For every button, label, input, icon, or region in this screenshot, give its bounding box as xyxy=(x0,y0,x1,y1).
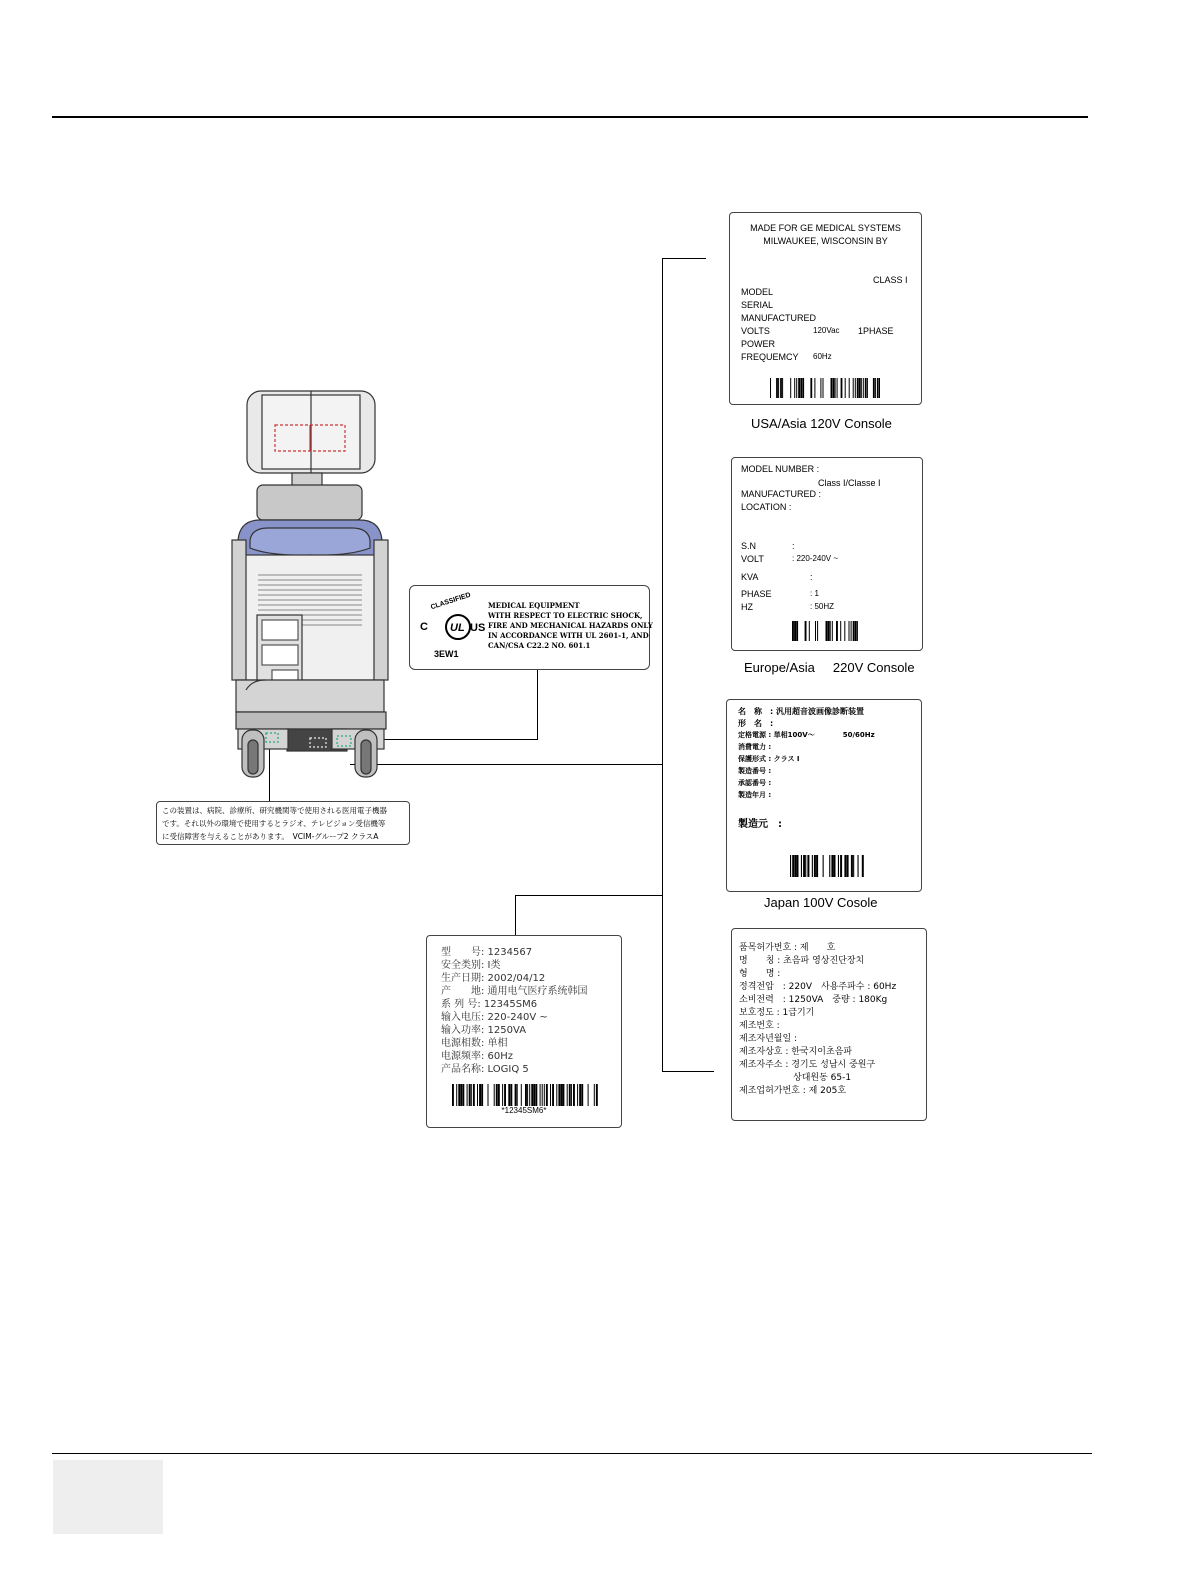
europe-kva: KVA xyxy=(741,572,759,582)
ul-text-line: IN ACCORDANCE WITH UL 2601-1, AND xyxy=(488,631,649,640)
europe-model-number: MODEL NUMBER : xyxy=(741,464,820,474)
europe-hz: HZ xyxy=(741,602,753,612)
vcci-line: に受信障害を与えることがあります。 VCIM-グループ2 クラスA xyxy=(162,832,379,841)
japan-line: 製造年月 : xyxy=(738,791,772,799)
europe-caption: Europe/Asia 220V Console xyxy=(744,660,915,675)
europe-kva-value: : xyxy=(810,572,813,582)
europe-location: LOCATION : xyxy=(741,502,792,512)
europe-volt-value: : 220-240V ~ xyxy=(792,554,839,563)
japan-line: 消費電力 : xyxy=(738,743,772,751)
korea-line: 제조자년월일 : xyxy=(739,1034,798,1044)
korea-line: 제조업허가번호 : 제 205호 xyxy=(739,1086,847,1096)
korea-line: 상대원동 65-1 xyxy=(739,1073,852,1083)
ul-mark-c: C xyxy=(420,621,428,633)
china-rating-label xyxy=(426,935,622,1128)
vcci-line: この装置は、病院、診療所、研究機関等で使用される医用電子機器 xyxy=(162,806,387,815)
usa-freq-value: 60Hz xyxy=(813,352,832,361)
europe-class: Class I/Classe I xyxy=(818,478,881,488)
usa-field-power: POWER xyxy=(741,339,776,349)
ul-mark-us: US xyxy=(470,622,486,634)
europe-manufactured: MANUFACTURED : xyxy=(741,489,822,499)
vcci-line: です。それ以外の環境で使用するとラジオ、テレビジョン受信機等 xyxy=(162,819,386,828)
europe-phase: PHASE xyxy=(741,589,772,599)
europe-sn-value: : xyxy=(792,541,795,551)
korea-line: 품목허가번호 : 제 호 xyxy=(739,943,836,953)
europe-barcode xyxy=(792,621,859,641)
china-line: 输入功率: 1250VA xyxy=(441,1025,527,1036)
korea-line: 정격전압 : 220V 사용주파수 : 60Hz xyxy=(739,982,897,992)
korea-line: 제조자주소 : 경기도 성남시 중원구 xyxy=(739,1060,876,1070)
china-line: 安全类别: I类 xyxy=(441,960,501,971)
japan-line: 承認番号 : xyxy=(738,779,772,787)
china-barcode-text: *12345SM6* xyxy=(501,1106,547,1115)
europe-rating-label xyxy=(731,457,923,651)
ul-text-line: CAN/CSA C22.2 NO. 601.1 xyxy=(488,641,591,650)
ul-text-line: FIRE AND MECHANICAL HAZARDS ONLY xyxy=(488,621,653,630)
china-line: 电源频率: 60Hz xyxy=(441,1051,514,1062)
japan-line: 保護形式 : クラス I xyxy=(738,755,800,763)
china-line: 输入电压: 220-240V ~ xyxy=(441,1012,548,1023)
korea-line: 보호정도 : 1급기기 xyxy=(739,1008,815,1018)
korea-line: 제조번호 : xyxy=(739,1021,780,1031)
japan-maker: 製造元 : xyxy=(738,819,782,830)
usa-field-frequency: FREQUEMCY xyxy=(741,352,799,362)
ul-text-line: MEDICAL EQUIPMENT xyxy=(488,601,580,610)
usa-rating-label xyxy=(729,212,922,405)
ul-mark-classified: CLASSIFIED xyxy=(429,591,472,612)
korea-line: 소비전력 : 1250VA 중량 : 180Kg xyxy=(739,995,888,1005)
china-barcode xyxy=(452,1084,598,1106)
usa-caption: USA/Asia 120V Console xyxy=(751,416,892,431)
china-line: 生产日期: 2002/04/12 xyxy=(441,973,546,984)
ul-code: 3EW1 xyxy=(434,649,459,659)
usa-field-volts: VOLTS xyxy=(741,326,770,336)
europe-hz-value: : 50HZ xyxy=(810,602,835,611)
korea-rating-label xyxy=(731,928,927,1121)
usa-volts-value: 120Vac xyxy=(813,326,840,335)
japan-barcode xyxy=(790,855,864,877)
china-line: 系 列 号: 12345SM6 xyxy=(441,999,538,1010)
china-line: 电源相数: 单相 xyxy=(441,1038,508,1049)
ul-text-line: WITH RESPECT TO ELECTRIC SHOCK, xyxy=(488,611,643,620)
usa-field-manufactured: MANUFACTURED xyxy=(741,313,817,323)
china-line: 产品名称: LOGIQ 5 xyxy=(441,1064,529,1075)
usa-phase-value: 1PHASE xyxy=(858,326,894,336)
japan-line: 名 称 : 汎用超音波画像診断装置 xyxy=(738,707,864,716)
usa-barcode xyxy=(770,378,883,398)
usa-class: CLASS I xyxy=(873,275,908,285)
usa-field-model: MODEL xyxy=(741,287,774,297)
japan-line: 製造番号 : xyxy=(738,767,772,775)
europe-sn: S.N xyxy=(741,541,757,551)
china-line: 产 地: 通用电气医疗系统韩国 xyxy=(441,986,588,997)
usa-header-line2: MILWAUKEE, WISCONSIN BY xyxy=(763,236,888,246)
korea-line: 제조자상호 : 한국지이초음파 xyxy=(739,1047,853,1057)
japan-line: 形 名 : xyxy=(738,719,774,728)
vcci-label xyxy=(156,801,410,845)
japan-caption: Japan 100V Cosole xyxy=(764,895,878,910)
usa-field-serial: SERIAL xyxy=(741,300,774,310)
ul-classification-label xyxy=(409,585,653,670)
usa-header-line1: MADE FOR GE MEDICAL SYSTEMS xyxy=(750,223,901,233)
japan-rating-label xyxy=(726,699,922,892)
korea-line: 명 칭 : 초음파 영상진단장치 xyxy=(739,956,865,966)
europe-volt: VOLT xyxy=(741,554,764,564)
europe-phase-value: : 1 xyxy=(810,589,819,598)
korea-line: 형 명 : xyxy=(739,969,781,979)
china-line: 型 号: 1234567 xyxy=(441,947,533,958)
japan-line: 定格電源 : 単相100V～ 50/60Hz xyxy=(738,731,875,739)
ul-mark-ul: UL xyxy=(450,622,465,634)
